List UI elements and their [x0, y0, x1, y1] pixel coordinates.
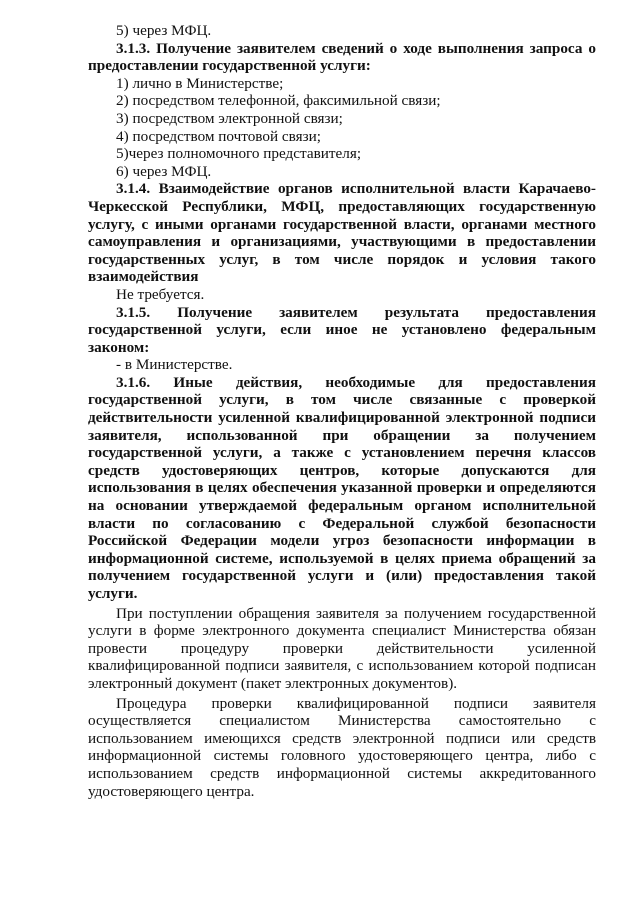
list-item-top: 5) через МФЦ.	[116, 22, 212, 39]
list-item: 2) посредством телефонной, факсимильной связи;	[116, 92, 441, 110]
section-3-1-4-text: Не требуется.	[116, 285, 205, 303]
section-3-1-6-heading: 3.1.6. Иные действия, необходимые для предоставления государственной услуги, в том числе связанные с проверкой действительности усиленной квалифицированной электронной подписи заявителя, использованной при обращении за получением государственной услуги, а также с установлением перечня классов средств удостоверяющих центров, которые допускаются для использования в целях обеспечения указанной проверки и определяются на основании утверждаемой федеральным органом исполнительной власти по согласованию с Федеральной службой безопасности Российской Федерации модели угроз безопасности информации в информационной системе, используемой в целях приема обращений за получением государственной услуги и (или) предоставления такой услуги.	[88, 373, 596, 602]
section-3-1-5-heading: 3.1.5. Получение заявителем результата предоставления государственной услуги, если иное не установлено федеральным законом:	[88, 303, 596, 356]
document-page	[88, 22, 596, 800]
section-3-1-3-heading: 3.1.3. Получение заявителем сведений о ходе выполнения запроса о предоставлении государственной услуги:	[88, 39, 596, 75]
list-item: 6) через МФЦ.	[116, 162, 212, 180]
body-paragraph-1: При поступлении обращения заявителя за получением государственной услуги в форме электронного документа специалист Министерства обязан провести процедуру проверки действительности усиленной квалифицированной подписи заявителя, с использованием которой подписан электронный документ (пакет электронных документов).	[88, 604, 596, 692]
section-3-1-4-heading: 3.1.4. Взаимодействие органов исполнительной власти Карачаево-Черкесской Республики, МФЦ, предоставляющих государственную услугу, с иными органами государственной власти, органами местного самоуправления и организациями, участвующими в предоставлении государственных услуг, в том числе порядок и условия такого взаимодействия	[88, 180, 596, 286]
list-item: 5)через полномочного представителя;	[116, 145, 362, 163]
list-item: 3) посредством электронной связи;	[116, 109, 343, 127]
body-paragraph-2: Процедура проверки квалифицированной подписи заявителя осуществляется специалистом Министерства самостоятельно с использованием имеющихся средств электронной подписи или средств информационной системы головного удостоверяющего центра, либо с использованием средств информационной системы аккредитованного удостоверяющего центра.	[88, 694, 596, 800]
section-3-1-5-text: - в Министерстве.	[116, 356, 233, 374]
list-item: 4) посредством почтовой связи;	[116, 127, 321, 145]
list-item: 1) лично в Министерстве;	[116, 74, 284, 92]
